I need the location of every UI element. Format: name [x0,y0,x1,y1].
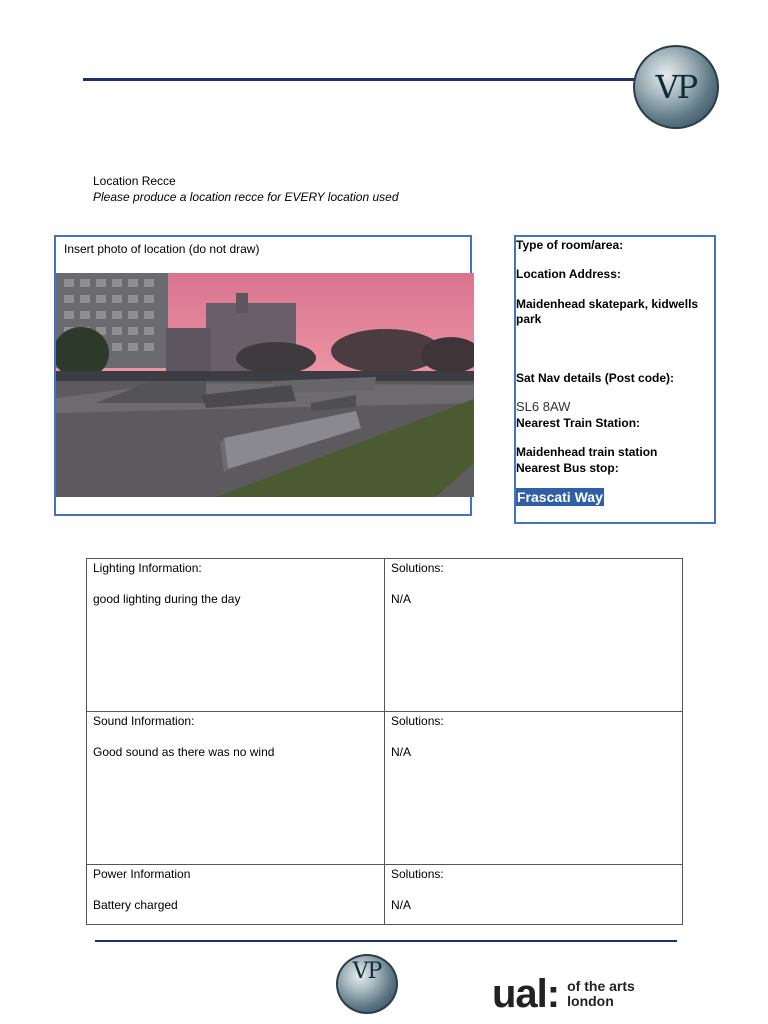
solutions-label: Solutions: [391,714,444,728]
address-label: Location Address: [516,267,621,281]
power-value: Battery charged [93,898,178,912]
location-photo [56,273,474,497]
sound-label: Sound Information: [93,714,195,728]
vp-footer-logo [336,954,398,1014]
solutions-value: N/A [391,898,412,912]
vp-logo [633,45,719,129]
sound-cell [87,712,385,865]
power-cell [87,865,385,925]
ual-line1: of the arts [567,978,635,994]
page-subtitle: Please produce a location recce for EVERY location used [93,190,399,204]
type-label: Type of room/area: [516,238,624,252]
lighting-cell [87,559,385,712]
header-rule [83,78,643,81]
satnav-value: SL6 8AW [516,399,571,414]
solutions-value: N/A [391,592,412,606]
address-value-line1: Maidenhead skatepark, kidwells [516,297,699,311]
lighting-solutions-cell [385,559,683,712]
page-title: Location Recce [93,174,176,188]
info-table [86,558,683,925]
ual-wordmark [567,979,635,1009]
bus-value: Frascati Way [517,489,603,505]
solutions-label: Solutions: [391,867,444,881]
ual-line2: london [567,993,614,1009]
address-value-line2: park [516,312,542,326]
solutions-label: Solutions: [391,561,444,575]
table-row [87,865,683,925]
vp-logo-text: VP [655,68,697,106]
vp-footer-logo-text: VP [352,958,382,984]
train-label: Nearest Train Station: [516,416,641,430]
sound-value: Good sound as there was no wind [93,745,275,759]
ual-mark: ual: [492,972,560,1016]
table-row [87,712,683,865]
sound-solutions-cell [385,712,683,865]
ual-logo [492,972,635,1016]
lighting-value: good lighting during the day [93,592,241,606]
footer-rule [95,940,677,942]
solutions-value: N/A [391,745,412,759]
power-label: Power Information [93,867,191,881]
satnav-label: Sat Nav details (Post code): [516,371,675,385]
lighting-label: Lighting Information: [93,561,202,575]
photo-box [54,235,472,516]
table-row [87,559,683,712]
photo-label: Insert photo of location (do not draw) [64,242,260,256]
bus-label: Nearest Bus stop: [516,461,619,475]
power-solutions-cell [385,865,683,925]
location-details-box [514,235,716,524]
train-value: Maidenhead train station [516,445,658,459]
